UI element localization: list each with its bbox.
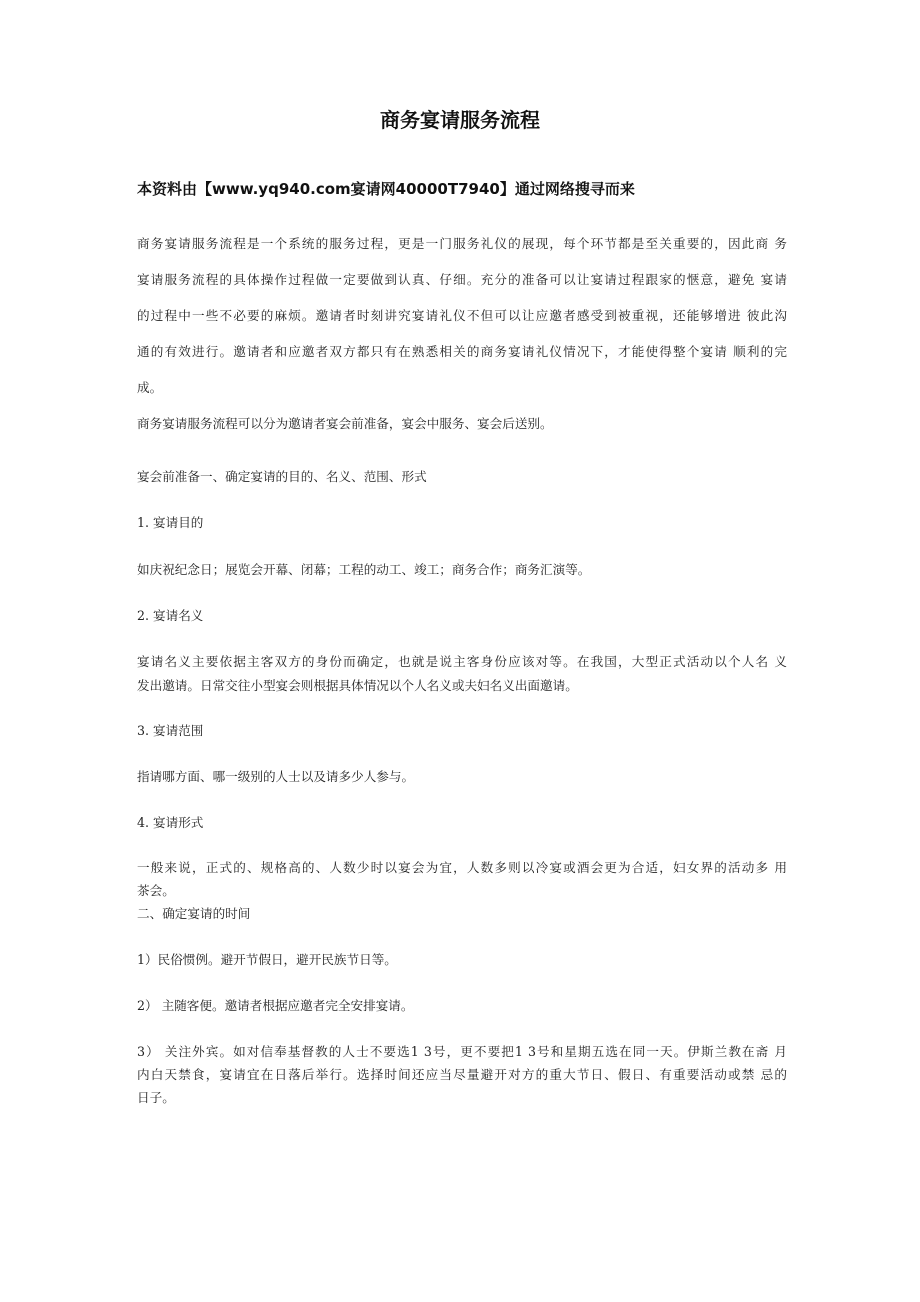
text-line: 宴会前准备一、确定宴请的目的、名义、范围、形式 [137, 469, 427, 484]
text-line: 二、确定宴请的时间 [137, 906, 251, 921]
document-title: 商务宴请服务流程 [380, 108, 540, 132]
text-line: 通的有效进行。邀请者和应邀者双方都只有在熟悉相关的商务宴请礼仪情况下，才能使得整个宴请 顺利的完 [137, 344, 787, 359]
text-line: 如庆祝纪念日；展览会开幕、闭幕；工程的动工、竣工；商务合作；商务汇演等。 [137, 562, 591, 577]
text-line: 日子。 [137, 1090, 175, 1105]
text-line: 商务宴请服务流程是一个系统的服务过程，更是一门服务礼仪的展现，每个环节都是至关重要的，因此商 务 [137, 236, 787, 251]
text-line: 的过程中一些不必要的麻烦。邀请者时刻讲究宴请礼仪不但可以让应邀者感受到被重视，还能够增进 彼此沟 [137, 308, 787, 323]
text-line: 成。 [137, 380, 163, 395]
text-line: 宴请名义主要依据主客双方的身份而确定，也就是说主客身份应该对等。在我国，大型正式活动以个人名 义 [137, 654, 787, 669]
text-line: 2. 宴请名义 [137, 608, 204, 623]
text-line: 1）民俗惯例。避开节假日，避开民族节日等。 [137, 952, 397, 967]
text-line: 3. 宴请范围 [137, 723, 204, 738]
text-line: 商务宴请服务流程可以分为邀请者宴会前准备，宴会中服务、宴会后送别。 [137, 416, 553, 431]
text-line: 1. 宴请目的 [137, 515, 204, 530]
text-line: 指请哪方面、哪一级别的人士以及请多少人参与。 [137, 769, 415, 784]
source-note: 本资料由【www.yq940.com宴请网40000T7940】通过网络搜寻而来 [137, 180, 635, 198]
text-line: 3） 关注外宾。如对信奉基督教的人士不要选1 3号，更不要把1 3号和星期五选在同一天。伊斯兰教在斋 月 [137, 1044, 787, 1059]
text-line: 茶会。 [137, 883, 175, 898]
text-line: 发出邀请。日常交往小型宴会则根据具体情况以个人名义或夫妇名义出面邀请。 [137, 678, 578, 693]
text-line: 4. 宴请形式 [137, 815, 204, 830]
text-line: 2） 主随客便。邀请者根据应邀者完全安排宴请。 [137, 998, 414, 1013]
text-line: 内白天禁食，宴请宜在日落后举行。选择时间还应当尽量避开对方的重大节日、假日、有重要活动或禁 忌的 [137, 1067, 787, 1082]
text-line: 一般来说，正式的、规格高的、人数少时以宴会为宜，人数多则以冷宴或酒会更为合适，妇女界的活动多 用 [137, 860, 787, 875]
text-line: 宴请服务流程的具体操作过程做一定要做到认真、仔细。充分的准备可以让宴请过程跟家的惬意，避免 宴请 [137, 272, 787, 287]
